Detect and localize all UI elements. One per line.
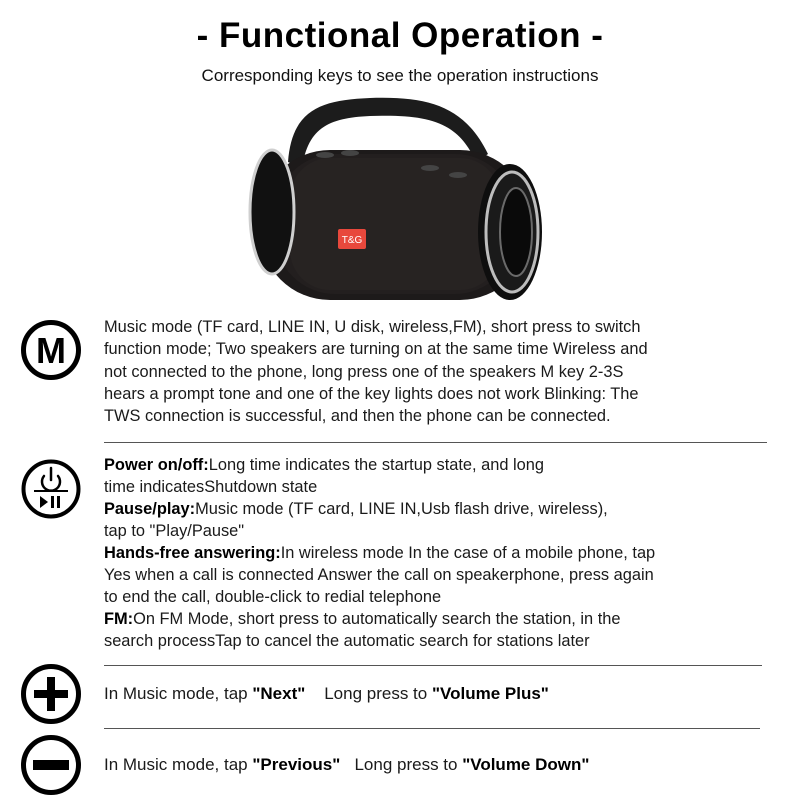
minus-tap-action: "Previous"	[252, 755, 341, 774]
minus-long-action: "Volume Down"	[462, 755, 590, 774]
hands-free-text: In wireless mode In the case of a mobile phone, tap Yes when a call is connected Answer the call on speakerphone, press again to end the call, double-click to redial telephone	[104, 544, 656, 606]
hands-free-label: Hands-free answering:	[104, 544, 281, 562]
power-play-section	[104, 454, 794, 652]
power-label: Power on/off:	[104, 456, 209, 474]
m-key-description: Music mode (TF card, LINE IN, U disk, wireless,FM), short press to switch function mode; Two speakers are turning on at the same time Wireless and not connected to the phone, long press one of the speakers M key 2-3S hears a prompt tone and one of the key lights does not work Blinking: The TWS connection is successful, and then the phone can be connected.	[104, 318, 648, 426]
divider	[104, 442, 767, 443]
minus-prefix: In Music mode, tap	[104, 755, 253, 774]
power-play-pause-icon	[20, 458, 82, 520]
divider	[104, 728, 760, 729]
pause-text: Music mode (TF card, LINE IN,Usb flash drive, wireless), tap to "Play/Pause"	[104, 500, 608, 540]
plus-prefix: In Music mode, tap	[104, 684, 253, 703]
page-subtitle: Corresponding keys to see the operation instructions	[201, 66, 599, 85]
minus-middle: Long press to	[340, 755, 463, 774]
speaker-left-cap	[250, 150, 294, 274]
speaker-image	[230, 92, 560, 312]
fm-text: On FM Mode, short press to automatically search the station, in the search processTap to cancel the automatic search for stations later	[104, 610, 621, 650]
divider	[104, 665, 762, 666]
fm-paragraph	[104, 608, 794, 652]
plus-long-action: "Volume Plus"	[431, 684, 549, 703]
hands-free-paragraph	[104, 542, 794, 608]
plus-tap-action: "Next"	[252, 684, 306, 703]
svg-text:M: M	[36, 330, 66, 371]
minus-description	[104, 755, 589, 775]
page-title: - Functional Operation -	[196, 16, 604, 55]
speaker-logo-text: T&G	[341, 235, 363, 246]
power-paragraph	[104, 454, 794, 498]
plus-icon	[20, 663, 82, 725]
fm-label: FM:	[104, 610, 134, 628]
minus-icon	[20, 734, 82, 796]
plus-middle: Long press to	[305, 684, 432, 703]
plus-description	[104, 684, 549, 704]
m-letter-icon	[20, 319, 82, 381]
pause-paragraph	[104, 498, 794, 542]
power-text: Long time indicates the startup state, and long time indicatesShutdown state	[104, 456, 545, 496]
pause-label: Pause/play:	[104, 500, 196, 518]
